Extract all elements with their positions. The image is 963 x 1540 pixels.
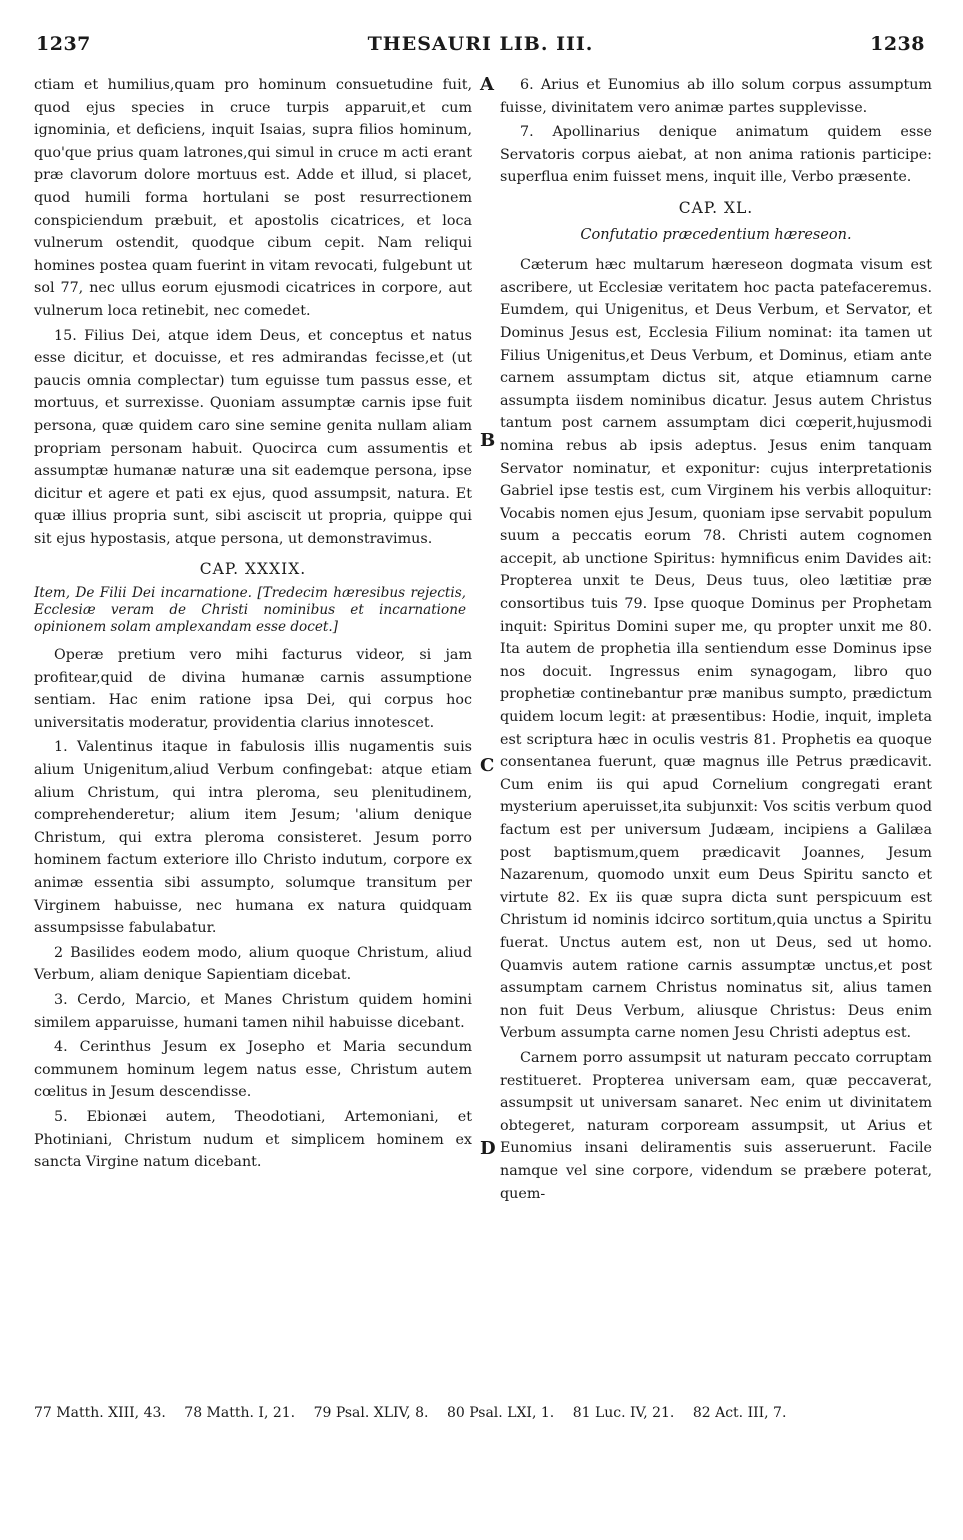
footnote: 81 Luc. IV, 21. (572, 1405, 675, 1421)
paragraph: 5. Ebionæi autem, Theodotiani, Artemoniani, et Photiniani, Christum nudum et simplicem hominem ex sancta Virgine natum dicebant. (34, 1108, 472, 1171)
footnote: 77 Matth. XIII, 43. (34, 1405, 166, 1421)
footnote: 78 Matth. I, 21. (184, 1405, 296, 1421)
paragraph: 1. Valentinus itaque in fabulosis illis nugamentis suis alium Unigenitum,aliud Verbum confingebat: atque etiam alium Christum, qui intra pleroma, seu plenitudinem, comprehenderetur; alium item Jesum; 'alium denique Christum, qui extra pleroma consisteret. Jesum porro hominem factum exteriore illo Christo indutum, corpore ex animæ essentia sibi assumpto, solumque transitum per Virginem habuisse, nec humana ex natura quidquam assumpsisse fabulabatur. (34, 739, 472, 937)
chapter-summary: Item, De Filii Dei incarnatione. [Tredecim hæresibus rejectis, Ecclesiæ veram de Christi nominibus et incarnatione opinionem solam amplexandam esse docet.] (34, 585, 466, 636)
paragraph: 3. Cerdo, Marcio, et Manes Christum quidem homini similem apparuisse, humani tamen nihil habuisse dicebant. (34, 991, 472, 1031)
left-column (34, 74, 472, 1174)
margin-letter-b: B (480, 430, 496, 451)
footnote: 79 Psal. XLIV, 8. (313, 1405, 429, 1421)
right-column (500, 74, 932, 1205)
margin-letter-c: C (480, 755, 495, 776)
paragraph: 2 Basilides eodem modo, alium quoque Christum, aliud Verbum, aliam denique Sapientiam dicebat. (34, 944, 472, 984)
chapter-heading: CAP. XXXIX. (199, 560, 307, 579)
paragraph: Cæterum hæc multarum hæreseon dogmata visum est ascribere, ut Ecclesiæ veritatem hoc pacta patefaceremus. Eumdem, qui Unigenitus, et Deus Verbum, et Servator, et Dominus Jesus est, Ecclesia Filium nominat: ita tamen ut Filius Unigenitus,et Deus Verbum, et Dominus, etiam ante carnem assumptam dictus sit, atque etiamnum carne assumpta iisdem nominibus dicatur. Jesus autem Christus tantum post carnem assumptam dici cœperit,hujusmodi nomina rebus ab ipsis adeptus. Jesus enim tanquam Servator nominatur, et exponitur: cujus interpretationis Gabriel ipse testis est, cum Virginem his verbis alloquitur: Vocabis nomen ejus Jesum, quoniam ipse servabit populum suum a peccatis eorum 78. Christi autem cognomen accepit, ab unctione Spiritus: hymnificus enim Davides ait: Propterea unxit te Deus, Deus tuus, oleo lætitiæ præ consortibus tuis 79. Ipse quoque Dominus per Prophetam inquit: Spiritus Domini super me, qu propter unxit me 80. Ita autem de prophetia illa sentiendum esse Dominus ipse nos docuit. Ingressus enim synagogam, libro quo prophetiæ continebantur præ manibus sumpto, prædictum quidem locum legit: at præsentibus: Hodie, inquit, impleta est scriptura hæc in oculis vestris 81. Prophetis ea quoque consentanea fuerunt, quæ magnus ille Petrus prædicavit. Cum enim iis qui apud Cornelium congregati erant mysterium aperuisset,ita subjunxit: Vos scitis verbum quod factum est per universum Judæam, incipiens a Galilæa post baptismum,quem prædicavit Joannes, Jesum Nazarenum, quomodo unxit eum Deus Spiritu sancto et virtute 82. Ex iis quæ supra dicta sunt perspicuum est Christum id nominis idcirco sortitum,quia unctus a Spiritu fuerat. Unctus autem est, non ut Deus, sed ut homo. Quamvis autem ratione carnis assumptæ unctus,et post assumptam carnem Christus nominatus sit, alius tamen non fuit Deus Verbum, aliusque Christus: Deus enim Verbum assumpta carne nomen Jesu Christi adeptus est. (500, 257, 932, 1042)
chapter-heading: CAP. XL. (678, 198, 754, 217)
paragraph: Operæ pretium vero mihi facturus videor, si jam profitear,quid de divina humanæ carnis assumptione sentiam. Hac enim ratione ipsa Dei, qui corpus hoc universitatis moderatur, providentia clarius innotescet. (34, 647, 472, 731)
page-number-left: 1237 (36, 33, 91, 55)
paragraph: 7. Apollinarius denique animatum quidem esse Servatoris corpus aiebat, at non anima rationis participe: superflua enim fuisset mens, inquit ille, Verbo præsente. (500, 124, 932, 186)
margin-letter-d: D (480, 1138, 496, 1159)
paragraph: 15. Filius Dei, atque idem Deus, et conceptus et natus esse dicitur, et docuisse, et res admirandas fecisse,et (ut paucis omnia complectar) tum eguisse tum passus esse, et mortuus, et surrexisse. Quoniam assumptæ carnis ipse fuit persona, quæ quidem caro sine semine genita nullam aliam propriam personam habuit. Quocirca cum assumentis et assumptæ humanæ naturæ una sit eademque persona, ipse dicitur et agere et pati ex ejus, quod assumpsit, natura. Et quæ illius propria sunt, sibi asciscit ut propria, quippe qui sit ejus hypostasis, atque persona, ut demonstravimus. (34, 327, 472, 547)
paragraph: 4. Cerinthus Jesum ex Josepho et Maria secundum communem hominum legem natus esse, Christum autem cœlitus in Jesum descendisse. (34, 1039, 472, 1101)
running-title: THESAURI LIB. III. (367, 33, 594, 55)
chapter-summary: Confutatio præcedentium hæreseon. (580, 226, 852, 243)
footnotes (34, 1402, 932, 1424)
page-number-right: 1238 (870, 33, 925, 55)
page-header (36, 33, 925, 59)
paragraph: Carnem porro assumpsit ut naturam peccato corruptam restitueret. Propterea universam eam, quæ peccaverat, assumpsit ut universam sanaret. Nec enim ut divinitatem obtegeret, naturam corpoream assumpsit, ut Arius et Eunomius insani deliramentis suis asseruerunt. Facile namque vel sine corpore, videndum se præbere poterat, quem- (500, 1049, 932, 1202)
margin-letter-a: A (480, 74, 494, 95)
footnote: 80 Psal. LXI, 1. (446, 1405, 555, 1421)
paragraph: ctiam et humilius,quam pro hominum consuetudine fuit, quod ejus species in cruce turpis apparuit,et cum ignominia, et deficiens, inquit Isaias, supra filios hominum, quo'que prius quam latrones,qui simul in cruce m acti erant præ clavorum dolore mortuus est. Adde et illud, si placet, quod humili forma hortulani se post resurrectionem conspiciendum præbuit, et apostolis cicatrices, et loca vulnerum ostendit, quodque cibum cepit. Nam reliqui homines postea quam fuerint in vitam revocati, fulgebunt ut sol 77, nec ullus eorum ejusmodi cicatrices in corpore, aut vulnerum loca retinebit, nec comedet. (34, 77, 472, 319)
footnote: 82 Act. III, 7. (692, 1405, 787, 1421)
paragraph: 6. Arius et Eunomius ab illo solum corpus assumptum fuisse, divinitatem vero animæ partes supplevisse. (500, 77, 932, 116)
